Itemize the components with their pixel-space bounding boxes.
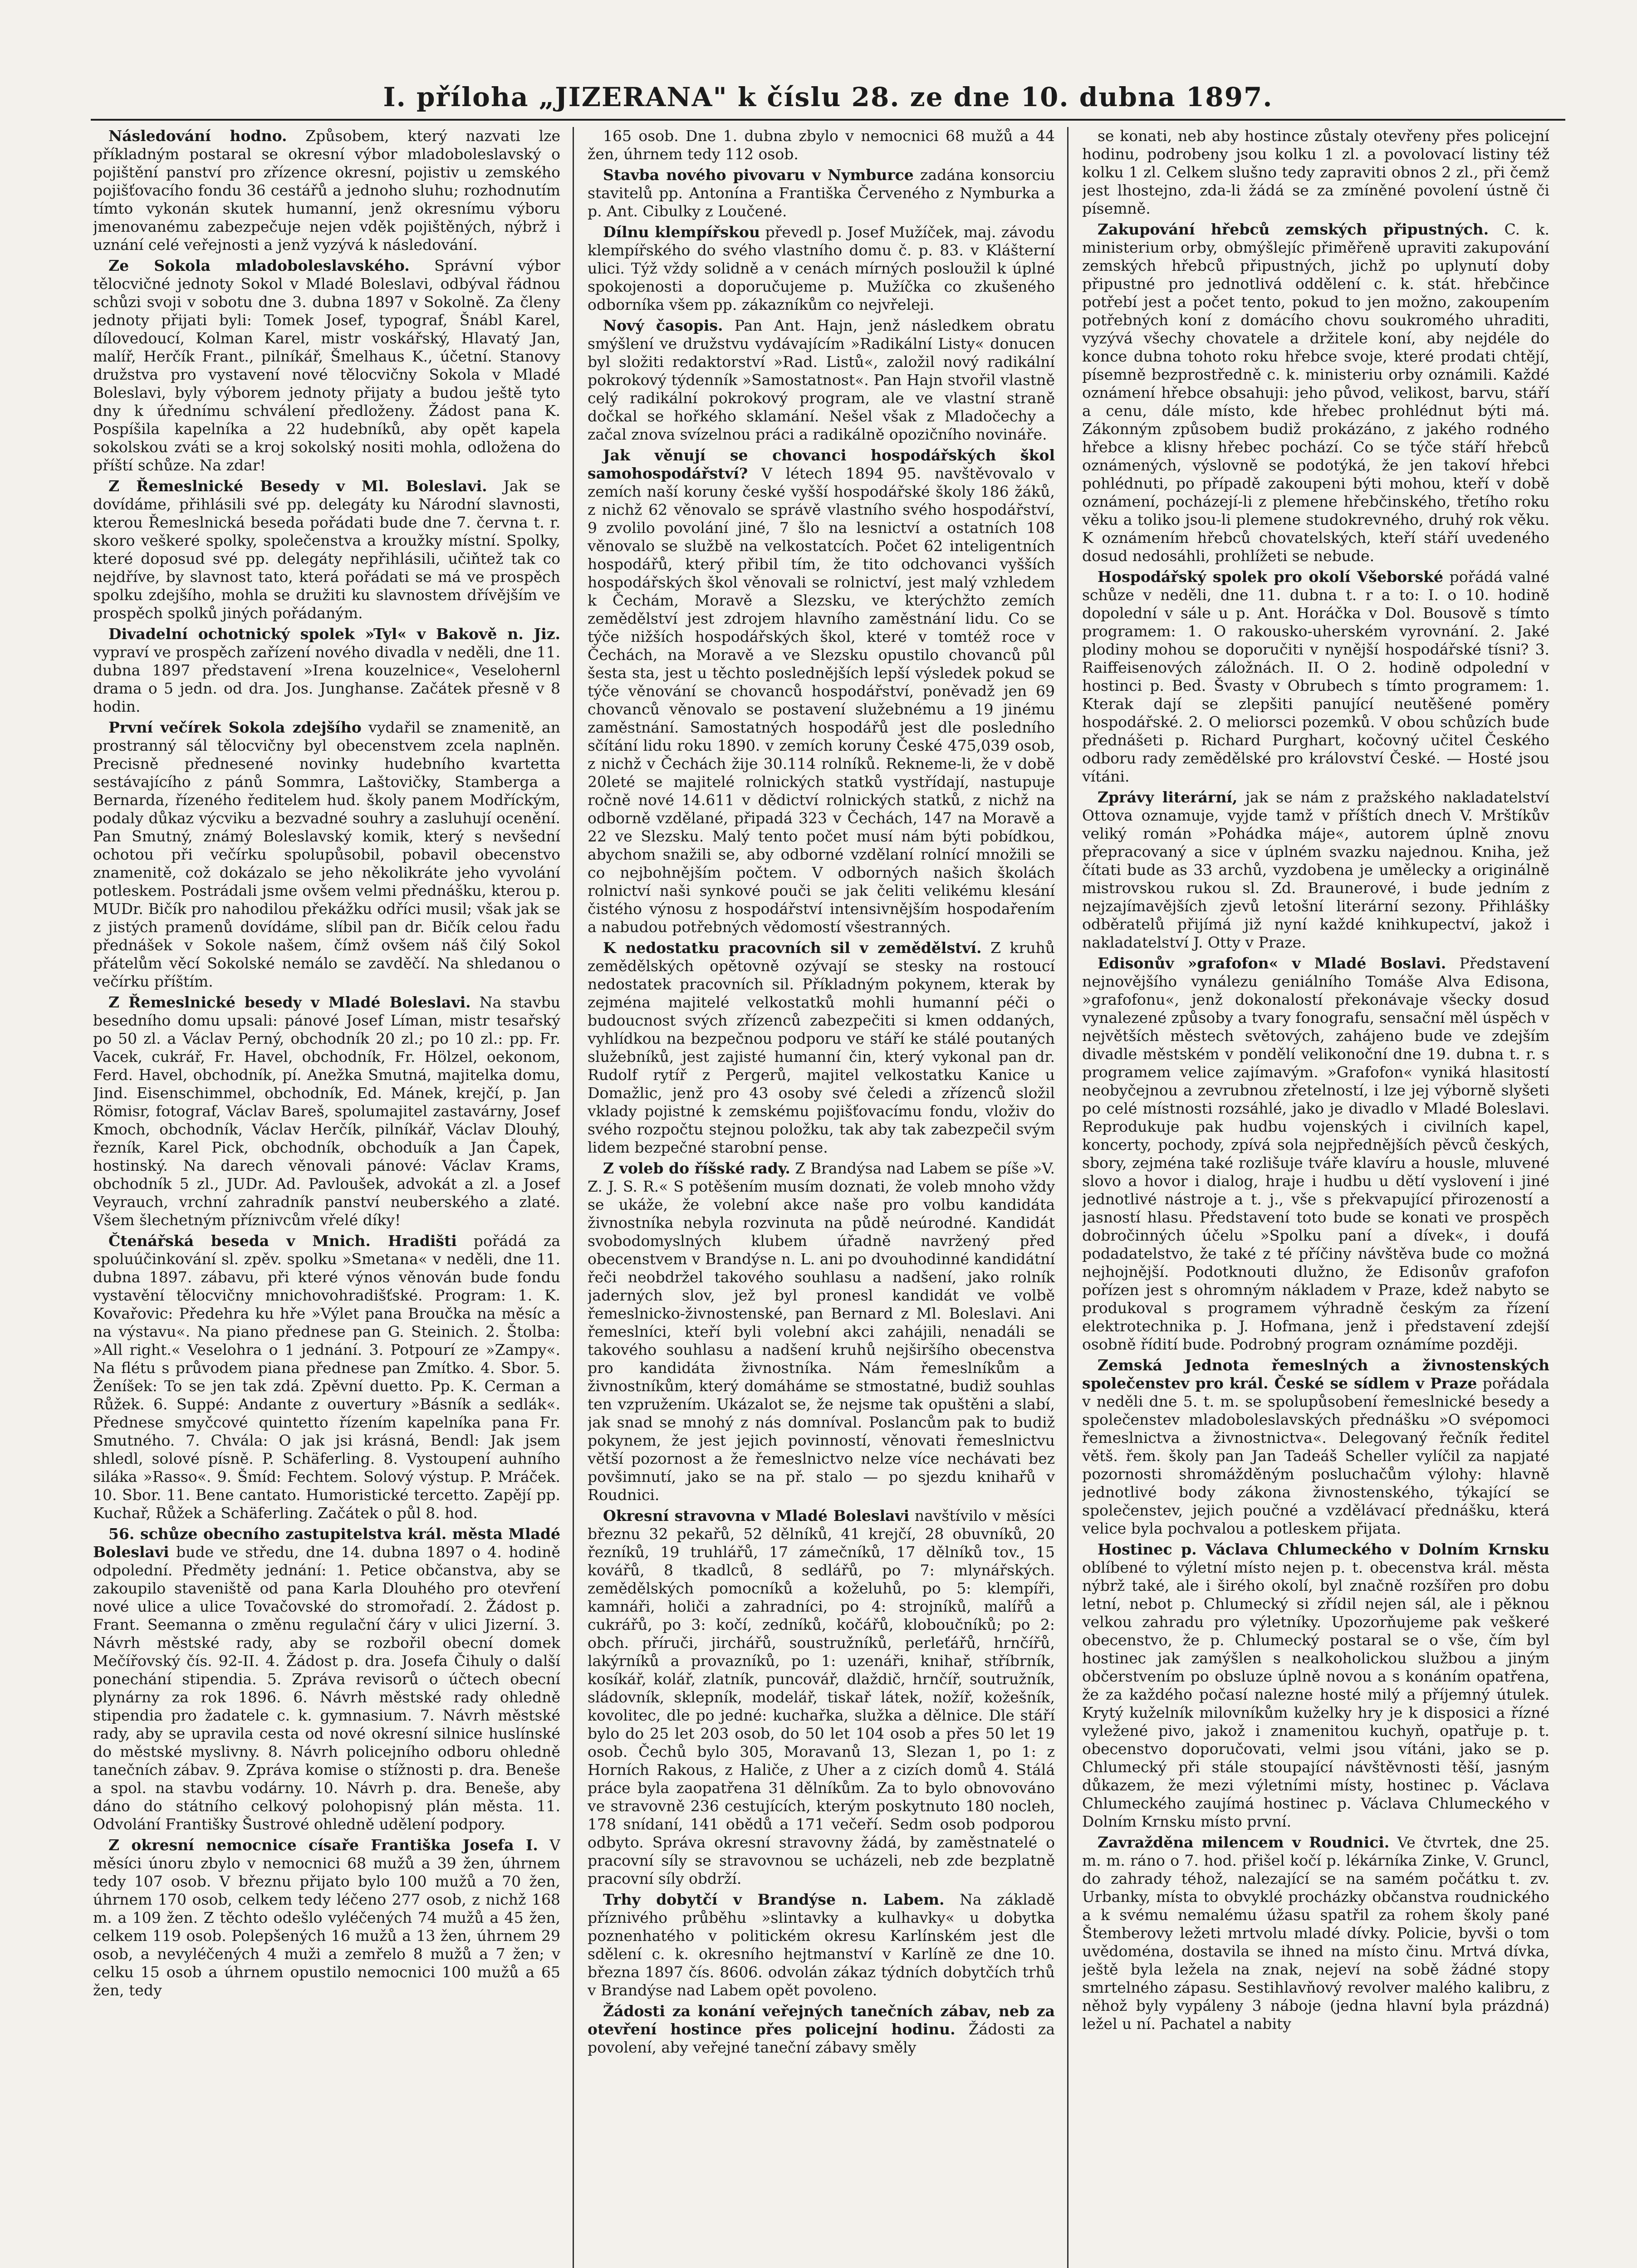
article-text: Správní výbor tělocvičné jednoty Sokol v Mladé Boleslavi, odbýval řádnou schůzi svoji v sobotu dne 3. dubna 1897 v Sokolně. Za členy jednoty přijati byli: Tomek Josef, typograf, Šnábl Karel, dílovedoucí, Kolman Karel, mistr voskářský, Hlavatý Jan, malíř, Herčík Frant., pilníkář, Šmelhaus K., účetní. Stanovy družstva pro vystavení nové tělocvičny Sokola v Mladé Boleslavi, byly výborem jednoty přijaty a budou ještě tyto dny k úřednímu schválení předloženy. Žádost pana K. Pospíšila kapelníka a 22 hudebníků, aby opět kapela sokolskou zváti se a kroj sokolský nositi mohla, odložena do příští schůze. Na zdar! — [93, 257, 560, 474]
article-text: jak se nám z pražského nakladatelství Ottova oznamuje, vyjde tamž v příštích dnech V. Mrštíkův veliký román »Pohádka máje«, autorem úplně znovu přepracovaný a sice v úplném svazku najednou. Kniha, jež čítati bude as 33 archů, vyzdobena je umělecky a originálně mistrovskou rukou sl. Zd. Braunerové, i bude jedním z nejzajímavějších zjevů letošní literární sezony. Přihlášky odběratelů přijímá již nyní každé knihkupectví, jakož i nakladatelství J. Otty v Praze. — [1082, 788, 1549, 951]
article-text: Z Brandýsa nad Labem se píše »V. Z. J. S. R.« S potěšením musím doznati, že voleb mnoho vždy se ukáže, že volební akce naše pro volbu kandidáta živnostníka nebyla rozvinuta na půdě neúrodné. Kandidát svobodomyslných klubem úřadně navržený před obecenstvem v Brandýse n. L. ani po dvouhodinné kandidátní řeči neobdržel takového souhlasu a nadšení, jako rolník jaderných slov, jež byl pronesl kandidát ve volbě řemeslnicko-živnostenské, pan Bernard z Ml. Boleslavi. Ani řemeslníci, kteří byli volební akci zahájili, nenadáli se takového souhlasu a nadšení kruhů nejširšího obecenstva pro kandidáta živnostníka. Nám řemeslníkům a živnostníkům, který domáháme se stmostatné, budiž souhlas ten vzpružením. Ukázalot se, že nejsme tak opuštěni a slabí, jak snad se mnohý z nás domníval. Poslancům pak to budiž pokynem, že jest jejich povinností, věnovati řemeslnictvu větší pozornost a že řemeslnictvo nelze více nechávati bez povšimnutí, jako se na př. stalo — po sjezdu knihařů v Roudnici. — [588, 1159, 1055, 1504]
article-paragraph — [588, 446, 1055, 936]
article-text: Žádosti za povolení, aby veřejné taneční zábavy směly — [588, 2020, 1055, 2056]
article-heading: Trhy dobytčí v Brandýse n. Labem. — [603, 1891, 945, 1908]
article-text: Představení nejnovějšího vynálezu geniálního Tomáše Alva Edisona, »grafofonu«, jenž dokonalostí překonávaje všecky dosud vynalezené způsoby a tvary fonografu, sensační měl úspěch v největších městech světových, zahájeno bude ve zdejším divadle městském v pondělí velikonoční dne 19. dubna t. r. s programem velice zajímavým. »Grafofon« vyniká hlasitostí neobyčejnou a zevrubnou zřetelností, i lze jej výborně slyšeti po celé místnosti rozsáhlé, jako je divadlo v Mladé Boleslavi. Reprodukuje pak hudbu vojenských i civilních kapel, koncerty, pochody, zpívá sola nejpřednějších pěvců českých, sbory, zejména také rozlišuje tváře klavíru a housle, mluvené slovo a hovor i dialog, hraje i hudbu u dětí vyslovení i jiné jednotlivé nástroje a t. j., vše s překvapující přirozeností a jasností hlasu. Představení toto bude se konati ve prospěch dobročinných účelu »Spolku paní a dívek«, i doufá podadatelstvo, že také z té příčiny návštěva bude co možná nejhojnější. Podotknouti dlužno, že Edisonův grafofon pořízen jest s ohromným nákladem v Praze, kdež nabyto se produkoval s programem výhradně českým za řízení elektrotechnika p. J. Hofmana, jenž i představení zdejší osobně řídití bude. Podrobný program oznámíme později. — [1082, 954, 1549, 1353]
article-text: Ve čtvrtek, dne 25. m. m. ráno o 7. hod. přišel kočí p. lékárníka Zinke, V. Gruncl, do zahrady téhož, nalezající se na samém počátku t. zv. Urbanky, místa to obvyklé procházky občanstva roudnického a k svému nemalému úžasu spatřil za rohem školy pané Štemberovy ležeti mrtvolu mladé dívky. Policie, byvši o tom uvědoména, dostavila se ihned na místo činu. Mrtvá dívka, ještě byla ležela na znak, nejeví na sobě žádné stopy smrtelného zápasu. Sestihlavňový revolver malého kalibru, z něhož byly vypáleny 3 náboje (jedna hlavní byla prázdná) ležel u ní. Pachatel a nabity — [1082, 1833, 1549, 2033]
article-text: se konati, neb aby hostince zůstaly otevřeny přes policejní hodinu, podrobeny jsou kolku 1 zl. a povolovací listiny též kolku 1 zl. Celkem slušno tedy zapraviti obnos 2 zl., při čemž jest lhostejno, zda-li žádá se za zmíněné povolení ústně či písemně. — [1082, 127, 1549, 217]
article-paragraph — [93, 477, 560, 622]
article-paragraph — [93, 1232, 560, 1522]
article-text: Způsobem, který nazvati lze příkladným postaral se okresní výbor mladoboleslavský o pojištění panství pro zřízence okresní, pojistiv u zemského pojišťovacího fondu 36 cestářů a jednoho sluhu; rozhodnutím tímto vykonán skutek humanní, jenž okresnímu výboru jmenovanému zabezpečuje nejen vděk pojištěných, nýbrž i uznání celé veřejnosti a jenž vyzývá k následování. — [93, 127, 560, 254]
article-paragraph — [588, 223, 1055, 314]
article-heading: K nedostatku pracovních sil v zemědělství. — [603, 939, 982, 957]
article-heading: Z voleb do říšské rady. — [603, 1159, 790, 1177]
article-text: navštívilo v měsíci březnu 32 pekařů, 52 dělníků, 41 krejčí, 28 obuvníků, 20 řezníků, 19 truhlářů, 17 zámečníků, 17 dělníků tov., 15 kovářů, 8 tkadlců, 8 sedlářů, po 7: mlynářských. zemědělských pomocníků a koželuhů, po 5: klempíři, kamnáři, holiči a zahradníci, po 4: strojníků, malířů a cukrářů, po 3: kočí, zedníků, kočářů, kloboučníků; po 2: obch. příruči, jirchářů, soustružníků, perleťářů, hrnčířů, lakýrníků a provazníků, po 1: uzenáři, knihař, stříbrník, kosíkář, kolář, zlatník, puncovář, dlaždič, hrnčíř, soutružník, sládovník, sklepník, modelář, tiskař látek, nožíř, kožešník, kovolitec, dle po jedné: kuchařka, služka a dělnice. Dle stáří bylo do 25 let 203 osob, do 50 let 104 osob a přes 50 let 19 osob. Čechů bylo 305, Moravanů 13, Slezan 1, po 1: z Horních Rakous, z Haliče, z Uher a z cizích domů 4. Stálá práce byla zaopatřena 31 dělníkům. Za to bylo obnovováno ve stravovně 236 cestujících, kterým poskytnuto 180 nocleh, 178 snídaní, 141 obědů a 171 večeří. Sedm osob podporou odbyto. Správa okresní stravovny žádá, by zaměstnatelé o pracovní síly se stravovnou se ucházeli, neb zde bezplatně pracovní síly obdrží. — [588, 1507, 1055, 1887]
article-paragraph — [93, 719, 560, 991]
article-paragraph — [93, 1836, 560, 1999]
article-text: Z kruhů zemědělských opětovně ozývají se stesky na rostoucí nedostatek pracovních sil. Příkladným pokynem, kterak by zejména majitelé velkostatků mohli humanní péči o budoucnost svých zřízenců zabezpečiti si kmen oddaných, vyhlídkou na bezpečnou podporu ve stáří ke stálé poutaných služebníků, jest zajisté humanní čin, který vykonal pan dr. Rudolf rytíř z Pergerů, majitel velkostatku Kanice u Domažlic, jenž pro 43 osoby své čeledi a zřízenců složil vklady pojistné k zemskému pojišťovacímu fondu, vloživ do svého rozpočtu stejnou položku, tak aby tak zabezpečil svým lidem bezpečné starobní pense. — [588, 939, 1055, 1156]
article-paragraph — [588, 1507, 1055, 1888]
article-paragraph — [93, 625, 560, 716]
article-paragraph — [1082, 127, 1549, 218]
article-heading: Z okresní nemocnice císaře Františka Josefa I. — [108, 1836, 538, 1854]
article-paragraph — [588, 1159, 1055, 1504]
article-text: pořádala v neděli dne 5. t. m. se spolupůsobení řemeslnické besedy a společenstev mladoboleslavských přednášku »O svépomoci řemeslnictva a živnostnictva«. Delegovaný řečník ředitel větš. řem. školy pan Jan Tadeáš Scheller vylíčil za napjaté pozornosti shromážděným posluchačům výlohy: hlavně jednotlivé body zákona živnostenského, týkající se společenstev, jejich poučné a vzdělávací přednášku, která velice byla pochvalou a potleskem přijata. — [1082, 1374, 1549, 1537]
article-heading: Okresní stravovna v Mladé Boleslavi — [603, 1507, 910, 1525]
page-header: I. příloha „JIZERANA" k číslu 28. ze dne 10. dubna 1897. — [383, 82, 1273, 112]
article-paragraph — [93, 257, 560, 474]
column-divider — [1067, 127, 1068, 2268]
article-paragraph — [588, 939, 1055, 1157]
article-text: Jak se dovídáme, přihlásili své pp. delegáty ku Národní slavnosti, kterou Řemeslnická beseda pořádati bude dne 7. června t. r. skoro veškeré spolky, společenstva a kroužky místní. Spolky, které doposud své pp. delegáty nepřihlásili, učiňtež tak co nejdříve, by slavnost tato, která pořádati se má ve prospěch spolku zdejšího, mohla se družiti ku slavnostem dřívějším ve prospěch spolků jiných pořádaným. — [93, 477, 560, 622]
header-rule — [91, 119, 1565, 121]
article-text: Na základě příznivého průběhu »slintavky a kulhavky« u dobytka poznenhatého v politickém okresu Karlínském jest dle sdělení c. k. okresního hejtmanství v Karlíně ze dne 10. března 1897 čís. 8606. odvolán zákaz týdních dobytčích trhů v Brandýse nad Labem opět povoleno. — [588, 1891, 1055, 1999]
article-paragraph — [1082, 954, 1549, 1354]
article-text: bude ve středu, dne 14. dubna 1897 o 4. hodině odpolední. Předměty jednání: 1. Petice občanstva, aby se zakoupilo staveniště od pana Karla Dlouhého pro otevření nové ulice a ulice Tovačovské do stromořadí. 2. Žádost p. Frant. Seemannа o změnu regulační čáry v ulici Jizerní. 3. Návrh městské rady, aby se rozbořil obecní domek Mečířovský čís. 92-II. 4. Žádost p. dra. Josefa Čihuly o další ponechání stipendia. 5. Zpráva revisorů o účtech obecní plynárny za rok 1896. 6. Návrh městské rady ohledně stipendia pro žadatele c. k. gymnasium. 7. Návrh městské rady, aby se upravila cesta od nové okresní silnice huslínské do městské myslivny. 8. Návrh policejního odboru ohledně tanečních zábav. 9. Zpráva komise o stížnosti p. dra. Beneše a spol. na stavbu vodárny. 10. Návrh p. dra. Beneše, aby dáno do státního celkový polohopisný plán města. 11. Odvolání Františky Šustrové ohledně udělení podpory. — [93, 1543, 560, 1833]
article-text: pořádá za spoluúčinkování sl. zpěv. spolku »Smetana« v neděli, dne 11. dubna 1897. zábavu, při které výnos věnován bude fondu vystavění tělocvičny mnichovohradišťské. Program: 1. K. Kovařovic: Předehra ku hře »Výlet pana Broučka na měsíc a na výstavu«. Na piano přednese pan G. Steinich. 2. Štolba: »All right.« Veselohra o 1 jednání. 3. Potpourí ze »Zampy«. Na flétu s průvodem piana přednese pan Zmítko. 4. Sbor. 5. Ženíšek: To se jen tak zdá. Zpěvní duetto. Pp. K. Cerman a Růžek. 6. Suppé: Andante z ouvertury »Básník a sedlák«. Přednese smyčcové quintetto řízením kapelníka pana Fr. Smutného. 7. Chvála: O jak jsi krásná, Bendl: Jak jsem shledl, solové písně. P. Schäferling. 8. Vystoupení auhního silákа »Rasso«. 9. Šmíd: Fechtem. Solový výstup. P. Mráček. 10. Sbor. 11. Bene cantato. Humoristické tercetto. Zapějí pp. Kuchař, Růžek a Schäferling. Začátek o půl 8. hod. — [93, 1232, 560, 1522]
article-paragraph — [93, 993, 560, 1229]
article-heading: Nový časopis. — [603, 317, 723, 334]
article-paragraph — [588, 1891, 1055, 1999]
article-text: zadána konsorciu stavitelů pp. Antonína a Františka Červeného z Nymburka a p. Ant. Cibulky z Loučené. — [588, 166, 1055, 220]
article-text: Pan Ant. Hajn, jenž následkem obratu smýšlení ve družstvu vydávajícím »Radikální Listy« donucen byl složiti redaktorství »Rad. Listů«, založil nový radikální pokrokový týdenník »Samostatnost«. Pan Hajn stvořil vlastně celý radikální pokrokový program, ale ve vlastní straně dočkal se hořkého sklamání. Nešel však z Mladočechy a začal znova svízelnou práci a radikálně opozičního novináře. — [588, 317, 1055, 443]
article-paragraph — [1082, 788, 1549, 952]
column-1 — [93, 127, 560, 2268]
article-paragraph — [1082, 220, 1549, 565]
article-text: Na stavbu besedního domu upsali: pánové Josef Líman, mistr tesařský po 50 zl. a Václav Perný, obchodník 20 zl.; po 10 zl.: pp. Fr. Vacek, cukrář, Fr. Havel, obchodník, Fr. Hölzel, oekonom, Ferd. Havel, obchodník, pí. Anežka Smutná, majitelka domu, Jind. Eisenschimmel, obchodník, Ed. Mánek, krejčí, p. Jan Römisr, fotograf, Václav Bareš, spolumajitel zastavárny, Josef Kmoch, obchodník, Václav Herčík, pilníkář, Václav Dlouhý, řezník, Karel Pick, obchodník, obchoduík a Jan Čapek, hostinský. Na darech věnovali pánové: Václav Krams, obchodník 5 zl., JUDr. Ad. Pavloušek, advokát a zl. a Josef Veyrauch, vrchní zahradník panství neuberského a zlaté. Všem šlechetným příznivcům vřelé díky! — [93, 993, 560, 1229]
article-heading: Ze Sokola mladoboleslavského. — [108, 257, 410, 274]
article-paragraph — [1082, 1540, 1549, 1831]
article-heading: Žádosti za konání veřejných tanečních zábav, neb za otevření hostince přes policejní hodinu. — [588, 2002, 1055, 2038]
article-heading: Z Řemeslnické besedy v Mladé Boleslavi. — [108, 993, 471, 1011]
column-divider — [573, 127, 574, 2268]
article-heading: Stavba nového pivovaru v Nymburce — [603, 166, 914, 184]
article-text: oblíbené to výletní místo nejen p. t. obecenstva král. města nýbrž také, ale i širého okolí, byl značně rozšířen pro dobu letní, nebot p. Chlumecký si zřídil nejen sál, ale i pěknou velkou zahradu pro výletníky. Upozorňujeme pak veškeré obecenstvo, že p. Chlumecký postaral se o vše, čím byl hostinec jak zamýšlen s nealkoholickou službou a jiným občerstvením po obsluze úplně novou a s konáním opatřena, že za každého počasí nalezne hosté milý a příjemný útulek. Krytý kuželník milovníkům kuželky hry je k disposici a řízné vyležené pivo, jakož i znamenitou kuchyň, opatřuje p. t. obecenstvo doporučovati, velmi jsou vítáni, jako se p. Chlumecký při stále stoupající návštěvnosti těší, jasným důkazem, že mezi výletními místy, hostinec p. Václava Chlumeckého zaujímá hostinec p. Václava Chlumeckého v Dolním Krnsku místo první. — [1082, 1559, 1549, 1830]
article-paragraph — [588, 317, 1055, 444]
article-heading: Divadelní ochotnický spolek »Tyl« v Bakově n. Jiz. — [108, 625, 560, 643]
article-heading: Čtenářská beseda v Mnich. Hradišti — [108, 1232, 457, 1250]
article-heading: Zakupování hřebců zemských připustných. — [1098, 220, 1489, 238]
article-heading: Hostinec p. Václava Chlumeckého v Dolním Krnsku — [1098, 1540, 1549, 1558]
article-paragraph — [588, 166, 1055, 220]
article-paragraph — [1082, 1833, 1549, 2033]
article-paragraph — [93, 127, 560, 254]
column-2 — [588, 127, 1055, 2268]
article-text: V měsíci únoru zbylo v nemocnici 68 mužů a 39 žen, úhrnem tedy 107 osob. V březnu přijato bylo 100 mužů a 70 žen, úhrnem 170 osob, celkem tedy léčeno 277 osob, z nichž 168 m. a 109 žen. Z těchto odešlo vyléčených 74 mužů a 45 žen, celkem 119 osob. Polepšených 16 mužů a 13 žen, úhrnem 29 osob, a nevyléčených 4 muži a zemřelo 8 mužů a 7 žen; v celku 15 osob a úhrnem opustilo nemocnici 100 mužů a 65 žen, tedy — [93, 1836, 560, 1999]
article-heading: Zemská Jednota řemeslných a živnostenských společenstev pro král. České se sídlem v Praze — [1082, 1356, 1549, 1392]
article-text: vypraví ve prospěch zařízení nového divadla v neděli, dne 11. dubna 1897 představení »Irena kouzelnice«, Veselohernl drama o 5 jedn. od dra. Jos. Junghanse. Začátek přesně v 8 hodin. — [93, 643, 560, 715]
article-text: vydařil se znamenitě, an prostranný sál tělocvičny byl obecenstvem zcela naplněn. Precisně přednesené novinky hudebního kvartetta sestávajícího z pánů Sommra, Laštovičky, Stamberga a Bernarda, řízeného ředitelem hud. školy panem Modříckým, podaly důkaz výcviku a bezvadné souhry a zasluhují ocenění. Pan Smutný, známý Boleslavský komik, který s nevšední ochotou při večírku spolupůsobil, pobavil obecenstvo znamenitě, což dokázalo se jeho několikráte jeho vyvolání potleskem. Postrádali jsme ovšem velmi přednášku, kterou p. MUDr. Bičík pro nahodilou překážku odříci musil; však jak se z jistých pramenů dovídáme, slíbil pan dr. Bičík celou řadu přednášek v Sokole našem, čímž ovšem náš čilý Sokol přátelům věcí Sokolské nemálo se zavděčí. Na shledanou o večírku příštím. — [93, 719, 560, 990]
article-heading: 56. schůze obecního zastupitelstva král. města Mladé Boleslavi — [93, 1525, 560, 1561]
article-heading: Z Řemeslnické Besedy v Ml. Boleslavi. — [108, 477, 487, 495]
article-paragraph — [588, 2002, 1055, 2057]
article-text: C. k. ministerium orby, obmýšlejíc přiměřeně upraviti zakupování zemských hřebců připustných, jichž po uplynutí doby připustné pro jednotlivá oddělení c. k. stát. hřebčince potřebí jest a počet tento, pokud to jen možno, zakoupením potřebných koní z domácího chovu soukromého uhraditi, vyzývá všechy chovatele a držitele koní, aby nejdéle do konce dubna tohoto roku hřebce svoje, které prodati chtějí, písemně bezprostředně c. k. ministeriu orby oznámili. Každé oznámení hřebce obsahuji: jeho původ, velikost, barvu, stáří a cenu, dále místo, kde hřebec prohlédnut býti má. Zákonným způsobem budiž prokázáno, z jakého rodného hřebce a klisny hřebec pochází. Co se týče stáří hřebců oznámených, výslovně se podotýká, že jen takoví hřebci pohlédnuti, po případě zakoupeni býti mohou, kteří v době oznámení, pocházejí-li z plemene hřebčinského, třetího roku věku a toliko jsou-li plemene studokrevného, druhý rok věku. K oznámením hřebců chovatelských, kteří stáří uvedeného dosud nedosáhli, prohlížeti se nebude. — [1082, 220, 1549, 565]
article-heading: Hospodářský spolek pro okolí Všeborské — [1098, 568, 1444, 586]
article-heading: Následování hodno. — [108, 127, 287, 145]
article-paragraph — [588, 127, 1055, 163]
article-text: pořádá valné schůze v neděli, dne 11. dubna t. r a to: I. o 10. hodině dopolední v sále u p. Ant. Horáčka v Dol. Bousově s tímto programem: 1. O rakousko-uherském vyrovnání. 2. Jaké plodiny mohou se doporučiti v nynější hospodářské tísni? 3. Raiffeisenových záložnách. II. O 2. hodině odpolední v hostinci p. Bed. Švasty v Obrubech s tímto programem: 1. Kterak dají se zlepšiti panující neutěšené poměry hospodářské. 2. O meliorsci pozemků. V obou schůzích bude přednášeti p. Richard Purghart, kočovný učitel Českého odboru rady zemědělské pro království České. — Hosté jsou vítáni. — [1082, 568, 1549, 785]
article-heading: Jak věnují se chovanci hospodářských škol samohospodářství? — [588, 446, 1055, 482]
column-3 — [1082, 127, 1549, 2268]
article-paragraph — [1082, 1356, 1549, 1538]
article-text: převedl p. Josef Mužíček, maj. závodu klempířského do svého vlastního domu č. p. 83. v Klášterní ulici. Týž vždy solidně a v cenách mírných posloužil k úplné spokojenosti a doporučujeme p. Mužíčka co zkušeného odborníka všem pp. zákazníkům co nejvřeleji. — [588, 223, 1055, 313]
article-paragraph — [93, 1525, 560, 1833]
article-text: V létech 1894 95. navštěvovalo v zemích naší koruny české vyšší hospodářské školy 186 žáků, z nichž 62 věnovalo se správě vlastního svého hospodářství, 9 zvolilo povolání jiné, 7 šlo na lesnictví a ostatních 108 věnovalo se službě na velkostatcích. Počet 62 inteligentních hospodářů, který přibil tím, že tito odchovanci vyšších hospodářských škol věnovali se rolnictví, jest malý vzhledem k Čechám, Moravě a Slezsku, ve kterýchžto zemích zemědělství jest zdrojem hlavního zaměstnání lidu. Co se týče nižších hospodářských škol, které v tomtéž roce v Čechách, na Moravě a ve Slezsku opustilo chovanců půl šesta sta, jest u těchto poslednějších lepší výsledek pokud se týče věnování se chovanců hospodářství, poněvadž jen 69 chovanců věnovalo se postavení služebnému a 19 jinému zaměstnání. Samostatných hospodářů jest dle posledního sčítání lidu roku 1890. v zemích koruny České 475,039 osob, z nichž v Čechách žije 30.114 rolníků. Rekneme-li, že v době 20leté se majitelé rolnických statků vystřídají, nastupuje ročně nové 14.611 v dědictví rolnických statků, z nichž na odborně vzdělané, připadá 323 v Čechách, 147 na Moravě a 22 ve Slezsku. Malý tento počet musí nám býti pobídkou, abychom snažili se, aby odborné vzdělaní rolnící množili se co nejbohnějším počtem. V odborných našich školách rolnictví naši synkové pouči se jak čeliti velikému klesání čistého výnosu z hospodářství intensivnějším hospodařením a nabudou potřebných vědomostí všestranných. — [588, 464, 1055, 936]
article-heading: První večírek Sokola zdejšího — [108, 719, 362, 736]
article-heading: Edisonův »grafofon« v Mladé Boslavi. — [1098, 954, 1446, 972]
article-paragraph — [1082, 568, 1549, 786]
article-text: 165 osob. Dne 1. dubna zbylo v nemocnici 68 mužů a 44 žen, úhrnem tedy 112 osob. — [588, 127, 1055, 163]
article-heading: Zavražděna milencem v Roudnici. — [1098, 1833, 1390, 1851]
article-heading: Zprávy literární, — [1098, 788, 1238, 806]
article-heading: Dílnu klempířskou — [603, 223, 760, 241]
